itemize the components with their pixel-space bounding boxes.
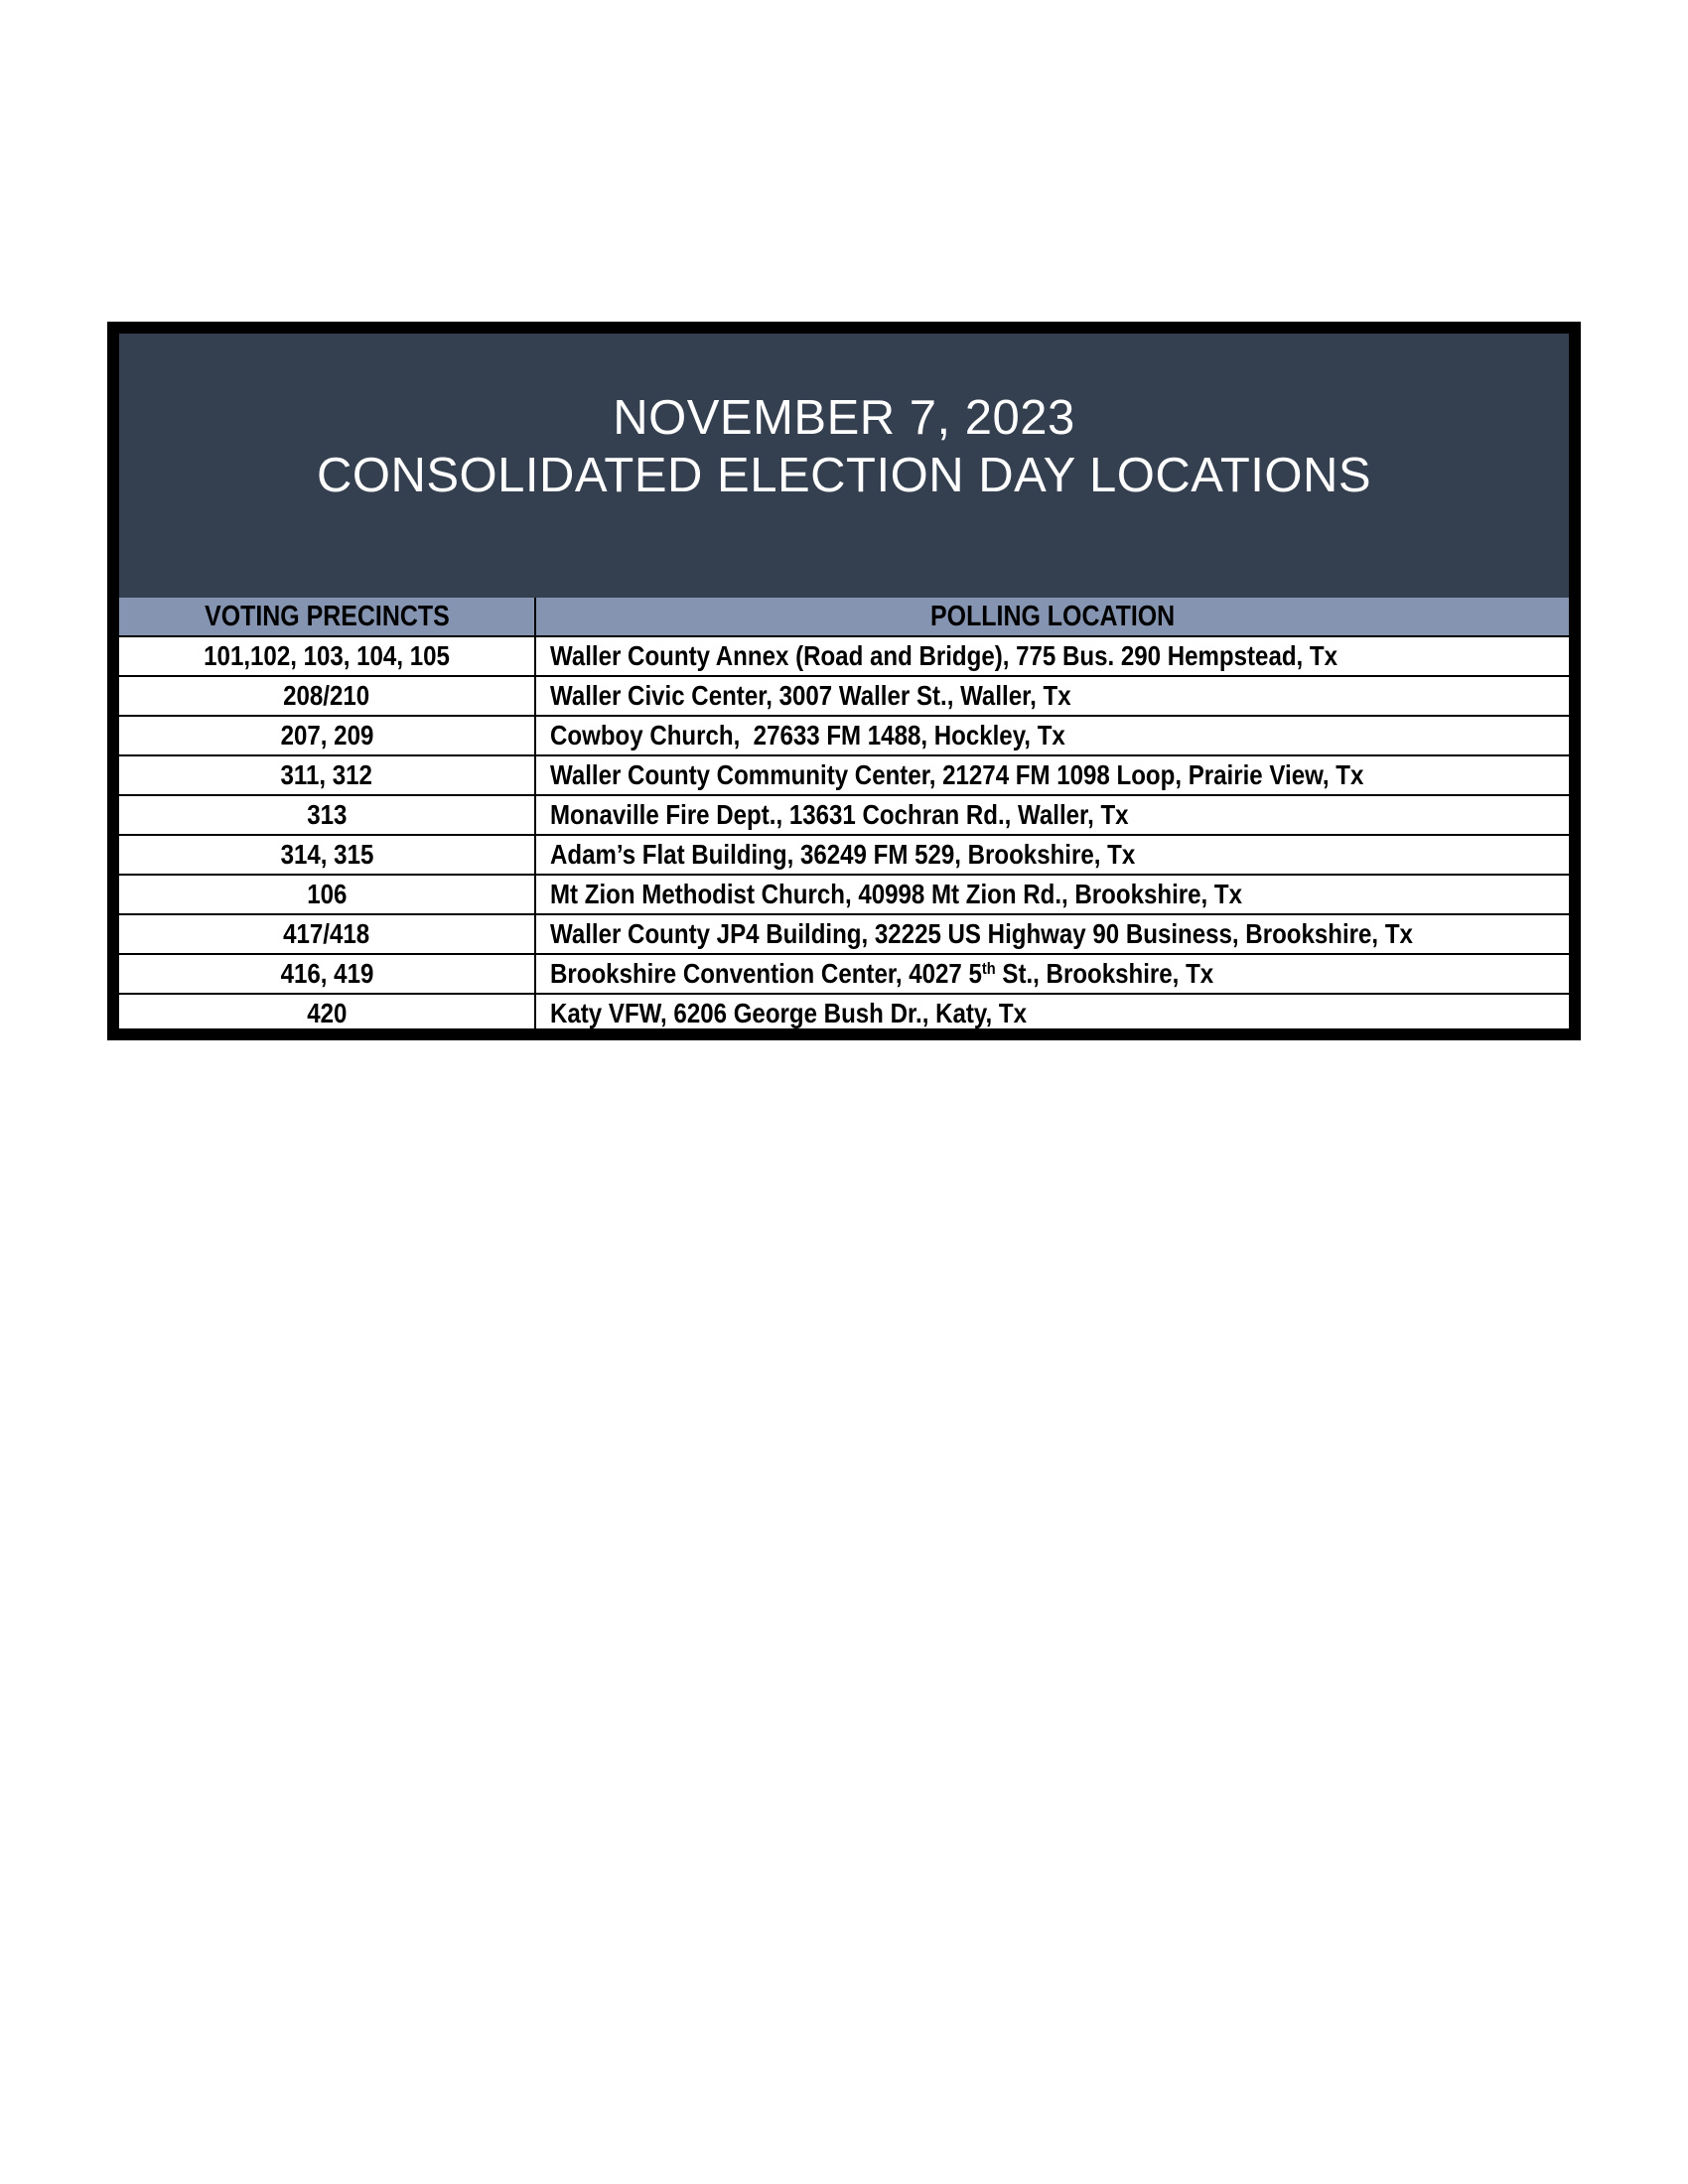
precinct-cell: 101,102, 103, 104, 105	[119, 636, 535, 676]
table-header-row	[119, 598, 1569, 636]
header-voting-precincts: VOTING PRECINCTS	[119, 598, 535, 636]
table-row	[119, 835, 1569, 875]
location-cell: Waller Civic Center, 3007 Waller St., Waller, Tx	[535, 676, 1569, 716]
table-row	[119, 795, 1569, 835]
location-cell: Adam’s Flat Building, 36249 FM 529, Brookshire, Tx	[535, 835, 1569, 875]
precinct-cell: 420	[119, 994, 535, 1032]
location-cell: Waller County JP4 Building, 32225 US Highway 90 Business, Brookshire, Tx	[535, 914, 1569, 954]
location-cell: Mt Zion Methodist Church, 40998 Mt Zion Rd., Brookshire, Tx	[535, 875, 1569, 914]
polling-locations-table	[119, 598, 1569, 1032]
precinct-cell: 417/418	[119, 914, 535, 954]
location-text-after-superscript: St., Brookshire, Tx	[995, 958, 1214, 989]
table-row	[119, 875, 1569, 914]
table-row	[119, 755, 1569, 795]
table-row	[119, 716, 1569, 755]
header-polling-location: POLLING LOCATION	[535, 598, 1569, 636]
title-date: NOVEMBER 7, 2023	[613, 391, 1075, 445]
precinct-cell: 314, 315	[119, 835, 535, 875]
location-cell: Katy VFW, 6206 George Bush Dr., Katy, Tx	[550, 998, 1027, 1028]
precinct-cell: 207, 209	[119, 716, 535, 755]
location-cell: Waller County Community Center, 21274 FM 1098 Loop, Prairie View, Tx	[535, 755, 1569, 795]
locations-table-frame	[107, 322, 1581, 1040]
locations-table-inner	[119, 334, 1569, 1028]
title-banner	[119, 334, 1569, 598]
table-row	[119, 676, 1569, 716]
location-cell: Monaville Fire Dept., 13631 Cochran Rd., Waller, Tx	[535, 795, 1569, 835]
location-cell: Waller County Annex (Road and Bridge), 775 Bus. 290 Hempstead, Tx	[535, 636, 1569, 676]
table-row	[119, 914, 1569, 954]
precinct-cell: 416, 419	[119, 954, 535, 994]
table-row	[119, 636, 1569, 676]
location-cell: Cowboy Church, 27633 FM 1488, Hockley, Tx	[535, 716, 1569, 755]
ordinal-superscript: th	[981, 959, 996, 978]
precinct-cell: 208/210	[119, 676, 535, 716]
location-text-before-superscript: Brookshire Convention Center, 4027 5	[550, 958, 982, 989]
title-heading: CONSOLIDATED ELECTION DAY LOCATIONS	[316, 449, 1372, 502]
precinct-cell: 106	[119, 875, 535, 914]
precinct-cell: 313	[119, 795, 535, 835]
location-cell	[535, 954, 1569, 994]
precinct-cell: 311, 312	[119, 755, 535, 795]
table-row	[119, 994, 1569, 1032]
table-row	[119, 954, 1569, 994]
